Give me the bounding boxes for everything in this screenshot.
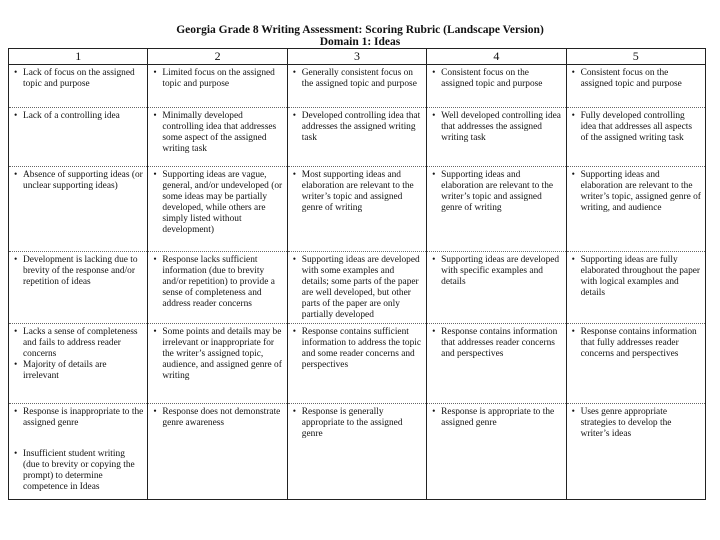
rubric-criterion bbox=[14, 327, 143, 360]
bullet-icon: • bbox=[432, 170, 436, 180]
rubric-cell bbox=[566, 252, 705, 324]
rubric-criterion bbox=[432, 255, 561, 288]
rubric-criterion bbox=[153, 255, 282, 310]
rubric-criterion bbox=[432, 170, 561, 214]
criterion-text: Response contains information that addresses reader concerns and perspectives bbox=[441, 327, 558, 359]
criterion-text: Majority of details are irrelevant bbox=[23, 360, 107, 381]
rubric-criterion bbox=[432, 407, 561, 429]
bullet-icon: • bbox=[432, 407, 436, 417]
rubric-criterion bbox=[293, 111, 422, 144]
criterion-text: Response lacks sufficient information (due to brevity and/or repetition) to provide a sense of completeness and address reader concerns bbox=[162, 255, 275, 309]
score-header: 1 bbox=[9, 49, 148, 65]
criterion-text: Supporting ideas and elaboration are relevant to the writer’s topic and assigned genre of writing bbox=[441, 170, 554, 213]
criterion-text: Well developed controlling idea that addresses the assigned writing task bbox=[441, 111, 561, 143]
criterion-text: Supporting ideas and elaboration are relevant to the writer’s topic, assigned genre of writing, and audience bbox=[580, 170, 701, 213]
rubric-criterion bbox=[293, 407, 422, 440]
criterion-text: Some points and details may be irrelevant or inappropriate for the writer’s assigned topic, audience, and assigned genre of writing bbox=[162, 327, 282, 381]
criterion-text: Supporting ideas are fully elaborated throughout the paper with logical examples and details bbox=[580, 255, 701, 298]
bullet-icon: • bbox=[14, 407, 18, 417]
rubric-cell bbox=[9, 65, 148, 108]
bullet-icon: • bbox=[292, 407, 297, 417]
rubric-criterion bbox=[432, 68, 561, 90]
rubric-row bbox=[9, 108, 706, 167]
rubric-cell bbox=[9, 108, 148, 167]
bullet-icon: • bbox=[571, 255, 575, 265]
rubric-cell bbox=[9, 404, 148, 500]
rubric-criterion bbox=[293, 170, 422, 214]
criterion-text: Lack of a controlling idea bbox=[23, 111, 120, 121]
rubric-criterion bbox=[293, 255, 422, 321]
rubric-criterion bbox=[572, 170, 701, 214]
rubric-criterion bbox=[432, 111, 561, 144]
rubric-cell bbox=[148, 252, 287, 324]
rubric-cell bbox=[9, 167, 148, 252]
rubric-cell bbox=[148, 65, 287, 108]
criterion-text: Fully developed controlling idea that addresses all aspects of the assigned writing task bbox=[580, 111, 692, 143]
rubric-criterion bbox=[432, 327, 561, 360]
score-header: 3 bbox=[287, 49, 426, 65]
criterion-text: Most supporting ideas and elaboration are relevant to the writer’s topic and assigned genre of writing bbox=[301, 170, 414, 213]
bullet-icon: • bbox=[432, 68, 436, 78]
criterion-text: Lack of focus on the assigned topic and purpose bbox=[23, 68, 135, 89]
bullet-icon: • bbox=[153, 407, 157, 417]
bullet-icon: • bbox=[571, 327, 575, 337]
rubric-cell bbox=[427, 404, 566, 500]
bullet-icon: • bbox=[292, 170, 297, 180]
rubric-cell bbox=[287, 167, 426, 252]
criterion-text: Response is generally appropriate to the assigned genre bbox=[301, 407, 403, 439]
rubric-row bbox=[9, 324, 706, 404]
rubric-cell bbox=[148, 324, 287, 404]
bullet-icon: • bbox=[14, 255, 18, 265]
criterion-text: Developed controlling idea that addresses the assigned writing task bbox=[301, 111, 421, 143]
criterion-text: Consistent focus on the assigned topic and purpose bbox=[441, 68, 543, 89]
rubric-cell bbox=[148, 108, 287, 167]
rubric-criterion bbox=[14, 111, 143, 122]
bullet-icon: • bbox=[153, 255, 157, 265]
rubric-cell bbox=[427, 252, 566, 324]
rubric-criterion bbox=[14, 407, 143, 429]
bullet-icon: • bbox=[14, 170, 18, 180]
criterion-text: Uses genre appropriate strategies to develop the writer’s ideas bbox=[580, 407, 672, 439]
bullet-icon: • bbox=[432, 255, 436, 265]
rubric-table bbox=[8, 48, 706, 500]
criterion-text: Response is inappropriate to the assigned genre bbox=[23, 407, 144, 428]
rubric-criterion bbox=[14, 170, 143, 192]
rubric-cell bbox=[566, 108, 705, 167]
criterion-text: Response contains information that fully addresses reader concerns and perspectives bbox=[580, 327, 697, 359]
criterion-text: Consistent focus on the assigned topic and purpose bbox=[580, 68, 682, 89]
rubric-criterion bbox=[153, 407, 282, 429]
bullet-icon: • bbox=[14, 449, 18, 459]
bullet-icon: • bbox=[292, 255, 297, 265]
rubric-cell bbox=[427, 324, 566, 404]
criterion-text: Response does not demonstrate genre awareness bbox=[162, 407, 281, 428]
criterion-text: Response is appropriate to the assigned genre bbox=[441, 407, 555, 428]
rubric-criterion bbox=[14, 360, 143, 382]
bullet-icon: • bbox=[14, 327, 18, 337]
bullet-icon: • bbox=[153, 327, 157, 337]
rubric-cell bbox=[427, 167, 566, 252]
rubric-criterion bbox=[572, 255, 701, 299]
rubric-criterion bbox=[14, 68, 143, 90]
bullet-icon: • bbox=[432, 327, 436, 337]
rubric-cell bbox=[287, 252, 426, 324]
score-header-row bbox=[9, 49, 706, 65]
criterion-text: Development is lacking due to brevity of the response and/or repetition of ideas bbox=[23, 255, 138, 287]
bullet-icon: • bbox=[14, 111, 18, 121]
rubric-criterion bbox=[572, 111, 701, 144]
rubric-body bbox=[9, 65, 706, 500]
rubric-row bbox=[9, 167, 706, 252]
rubric-criterion bbox=[153, 170, 282, 236]
rubric-row bbox=[9, 252, 706, 324]
bullet-icon: • bbox=[14, 360, 18, 370]
score-header: 4 bbox=[427, 49, 566, 65]
rubric-criterion bbox=[153, 68, 282, 90]
rubric-criterion bbox=[153, 111, 282, 155]
rubric-cell bbox=[427, 108, 566, 167]
criterion-text: Limited focus on the assigned topic and purpose bbox=[162, 68, 275, 89]
bullet-icon: • bbox=[571, 111, 575, 121]
rubric-cell bbox=[566, 65, 705, 108]
criterion-text: Supporting ideas are developed with some examples and details; some parts of the paper are well developed, but other parts of the paper are only partially developed bbox=[301, 255, 420, 320]
criterion-text: Minimally developed controlling idea that addresses some aspect of the assigned writing task bbox=[162, 111, 277, 154]
rubric-cell bbox=[287, 324, 426, 404]
bullet-icon: • bbox=[153, 68, 157, 78]
criterion-text: Insufficient student writing (due to brevity or copying the prompt) to determine competence in Ideas bbox=[23, 449, 135, 492]
rubric-cell bbox=[427, 65, 566, 108]
criterion-text: Supporting ideas are vague, general, and/or undeveloped (or some ideas may be partially developed, while others are simply listed without development) bbox=[162, 170, 283, 235]
rubric-cell bbox=[148, 167, 287, 252]
rubric-criterion bbox=[153, 327, 282, 382]
rubric-criterion bbox=[572, 327, 701, 360]
rubric-criterion bbox=[572, 407, 701, 440]
rubric-cell bbox=[566, 167, 705, 252]
bullet-icon: • bbox=[571, 407, 575, 417]
bullet-icon: • bbox=[153, 170, 157, 180]
rubric-cell bbox=[9, 324, 148, 404]
bullet-icon: • bbox=[432, 111, 436, 121]
bullet-icon: • bbox=[153, 111, 157, 121]
bullet-icon: • bbox=[292, 111, 297, 121]
bullet-icon: • bbox=[571, 68, 575, 78]
score-header: 2 bbox=[148, 49, 287, 65]
score-header: 5 bbox=[566, 49, 705, 65]
bullet-icon: • bbox=[292, 68, 297, 78]
criterion-text: Supporting ideas are developed with specific examples and details bbox=[441, 255, 560, 287]
rubric-cell bbox=[566, 404, 705, 500]
bullet-icon: • bbox=[571, 170, 575, 180]
rubric-cell bbox=[287, 108, 426, 167]
rubric-criterion bbox=[293, 327, 422, 371]
rubric-cell bbox=[287, 65, 426, 108]
rubric-subtitle: Domain 1: Ideas bbox=[319, 36, 401, 48]
rubric-cell bbox=[287, 404, 426, 500]
rubric-criterion bbox=[14, 449, 143, 493]
rubric-cell bbox=[9, 252, 148, 324]
criterion-text: Lacks a sense of completeness and fails to address reader concerns bbox=[23, 327, 138, 359]
criterion-text: Response contains sufficient information to address the topic and some reader concerns and perspectives bbox=[301, 327, 422, 370]
criterion-text: Generally consistent focus on the assigned topic and purpose bbox=[301, 68, 417, 89]
rubric-criterion bbox=[293, 68, 422, 90]
rubric-criterion bbox=[14, 255, 143, 288]
rubric-row bbox=[9, 65, 706, 108]
rubric-title: Georgia Grade 8 Writing Assessment: Scoring Rubric (Landscape Version) bbox=[176, 24, 544, 36]
rubric-cell bbox=[148, 404, 287, 500]
criterion-text: Absence of supporting ideas (or unclear supporting ideas) bbox=[23, 170, 143, 191]
bullet-icon: • bbox=[292, 327, 297, 337]
rubric-row bbox=[9, 404, 706, 500]
rubric-cell bbox=[566, 324, 705, 404]
rubric-criterion bbox=[572, 68, 701, 90]
rubric-title-block bbox=[0, 24, 720, 48]
bullet-icon: • bbox=[14, 68, 18, 78]
